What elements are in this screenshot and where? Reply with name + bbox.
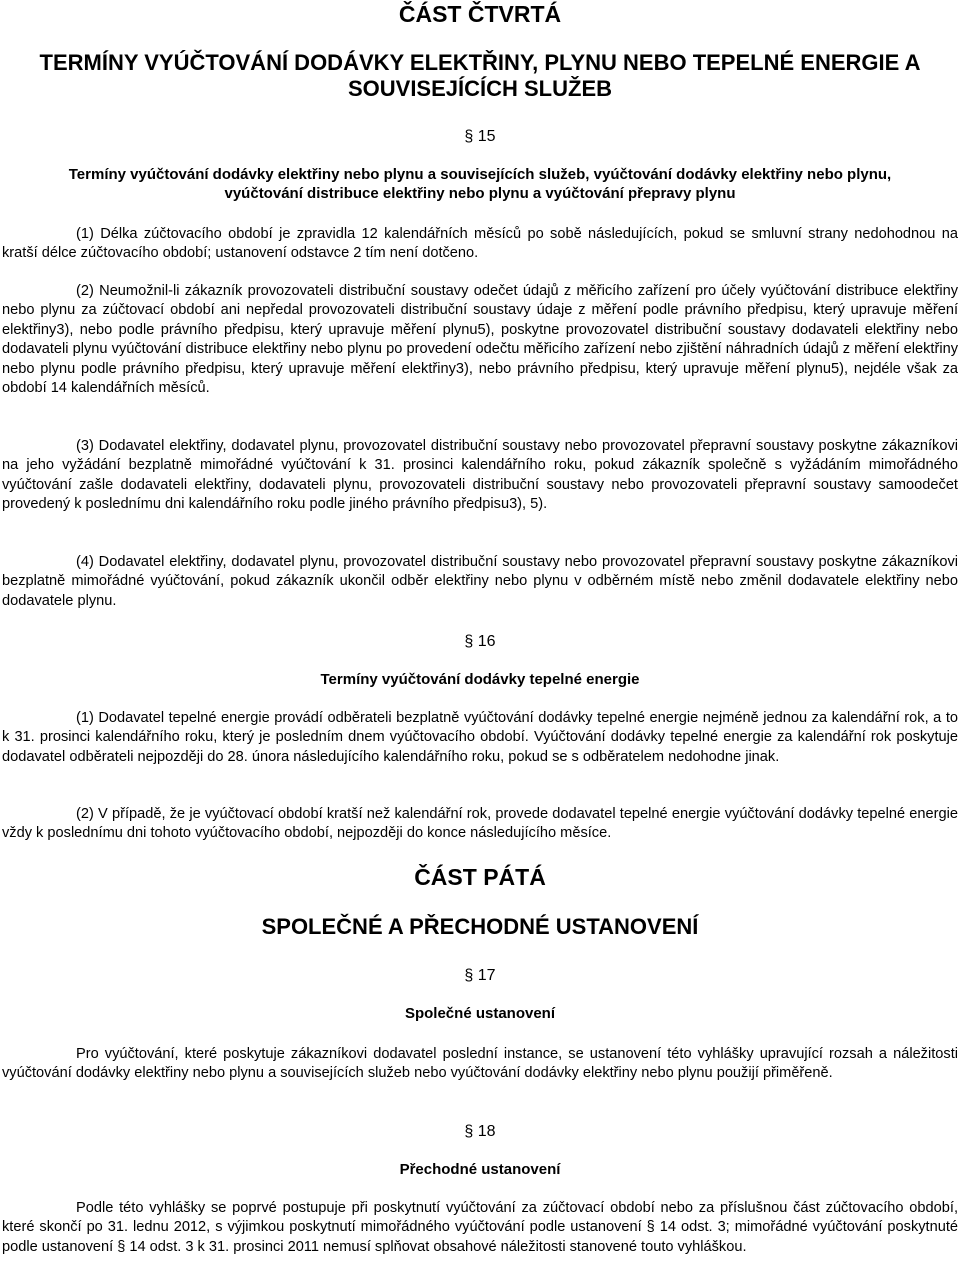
part-title-line2: SOUVISEJÍCÍCH SLUŽEB: [347, 76, 613, 101]
section-18-number: [0, 1122, 960, 1142]
section-number: § 15: [464, 128, 496, 145]
section-heading-line1: Termíny vyúčtování dodávky elektřiny nebo plynu a souvisejících služeb, vyúčtování dodávky elektřiny nebo plynu,: [68, 166, 892, 183]
paragraph: (1) Dodavatel tepelné energie provádí odběrateli bezplatně vyúčtování dodávky tepelné energie nejméně jednou za kalendářní rok, a to k 31. prosinci kalendářního roku, který je posledním dnem vyúčtovacího období. Vyúčtování dodávky tepelné energie za kalendářní rok poskytuje dodavatel odběrateli nejpozději do 28. února následujícího kalendářního roku, pokud se s odběratelem nedohodne jinak.: [2, 710, 958, 765]
s17-paragraph-1: [0, 1045, 960, 1084]
part-label: ČÁST PÁTÁ: [414, 864, 546, 890]
section-17-number: [0, 966, 960, 986]
section-number: § 18: [464, 1123, 496, 1140]
section-16-number: [0, 632, 960, 652]
section-number: § 16: [464, 633, 496, 650]
section-16-heading: [0, 670, 960, 689]
part4-header: [0, 0, 960, 28]
part-title: SPOLEČNÉ A PŘECHODNÉ USTANOVENÍ: [261, 914, 699, 939]
s15-paragraph-2: [0, 282, 960, 398]
paragraph: (3) Dodavatel elektřiny, dodavatel plynu, provozovatel distribuční soustavy nebo provozovatel přepravní soustavy poskytne zákazníkovi na jeho vyžádání bezplatně mimořádné vyúčtování k 31. prosinci kalendářního roku, pokud zákazník společně s vyžádáním mimořádného vyúčtování zašle dodavateli elektřiny, dodavateli plynu, provozovateli distribuční soustavy nebo provozovateli přepravní soustavy samoodečet provedený k poslednímu dni kalendářního roku podle jiného právního předpisu3), 5).: [2, 438, 958, 513]
section-15-heading: [0, 165, 960, 203]
section-18-heading: [0, 1160, 960, 1179]
s18-paragraph-1: [0, 1199, 960, 1257]
section-heading: Společné ustanovení: [404, 1005, 556, 1022]
section-15-number: [0, 127, 960, 147]
part-label: ČÁST ČTVRTÁ: [398, 1, 562, 27]
section-heading: Přechodné ustanovení: [399, 1161, 561, 1178]
paragraph: Pro vyúčtování, které poskytuje zákazníkovi dodavatel poslední instance, se ustanovení této vyhlášky upravující rozsah a náležitosti vyúčtování dodávky elektřiny nebo plynu a souvisejících služeb nebo vyúčtování dodávky elektřiny nebo plynu použijí přiměřeně.: [2, 1046, 958, 1082]
paragraph: (4) Dodavatel elektřiny, dodavatel plynu, provozovatel distribuční soustavy nebo provozovatel přepravní soustavy poskytne zákazníkovi bezplatně mimořádné vyúčtování, pokud zákazník ukončil odběr elektřiny nebo plynu v odběrném místě nebo změnil dodavatele elektřiny nebo dodavatele plynu.: [2, 554, 958, 609]
part-title-line1: TERMÍNY VYÚČTOVÁNÍ DODÁVKY ELEKTŘINY, PLYNU NEBO TEPELNÉ ENERGIE A: [39, 50, 921, 75]
paragraph: Podle této vyhlášky se poprvé postupuje při poskytnutí vyúčtování za zúčtovací období nebo za příslušnou část zúčtovacího období, které skončí po 31. lednu 2012, s výjimkou poskytnutí mimořádného vyúčtování podle ustanovení § 14 odst. 3; mimořádné vyúčtování poskytnuté podle ustanovení § 14 odst. 3 k 31. prosinci 2011 nemusí splňovat obsahové náležitosti stanovené touto vyhláškou.: [2, 1200, 958, 1255]
part4-title: [0, 50, 960, 102]
part5-title: [0, 914, 960, 940]
s15-paragraph-4: [0, 553, 960, 611]
section-heading: Termíny vyúčtování dodávky tepelné energie: [320, 671, 640, 688]
part5-header: [0, 863, 960, 891]
s16-paragraph-1: [0, 709, 960, 767]
s15-paragraph-3: [0, 437, 960, 515]
section-number: § 17: [464, 967, 496, 984]
s16-paragraph-2: [0, 805, 960, 844]
paragraph: (2) V případě, že je vyúčtovací období kratší než kalendářní rok, provede dodavatel tepelné energie vyúčtování dodávky tepelné energie vždy k poslednímu dni tohoto vyúčtovacího období, nejpozději do konce následujícího měsíce.: [2, 806, 958, 842]
section-17-heading: [0, 1004, 960, 1023]
section-heading-line2: vyúčtování distribuce elektřiny nebo plynu a vyúčtování přepravy plynu: [224, 185, 736, 202]
s15-paragraph-1: [0, 225, 960, 264]
paragraph: (2) Neumožnil-li zákazník provozovateli distribuční soustavy odečet údajů z měřicího zařízení pro účely vyúčtování distribuce elektřiny nebo plynu za zúčtovací období ani nepředal provozovateli distribuční soustavy údaje z měření podle právního předpisu, který upravuje měření elektřiny3), nebo podle právního předpisu, který upravuje měření plynu5), poskytne provozovatel distribuční soustavy dodavateli elektřiny nebo dodavateli plynu vyúčtování distribuce elektřiny nebo plynu po provedení odečtu měřicího zařízení nebo zjištění náhradních údajů z měření elektřiny nebo plynu podle právního předpisu, který upravuje měření elektřiny3), nebo právního předpisu, který upravuje měření plynu5), nejdéle však za období 14 kalendářních měsíců.: [2, 283, 958, 397]
paragraph: (1) Délka zúčtovacího období je zpravidla 12 kalendářních měsíců po sobě následujících, pokud se smluvní strany nedohodnou na kratší délce zúčtovacího období; ustanovení odstavce 2 tím není dotčeno.: [2, 226, 958, 262]
